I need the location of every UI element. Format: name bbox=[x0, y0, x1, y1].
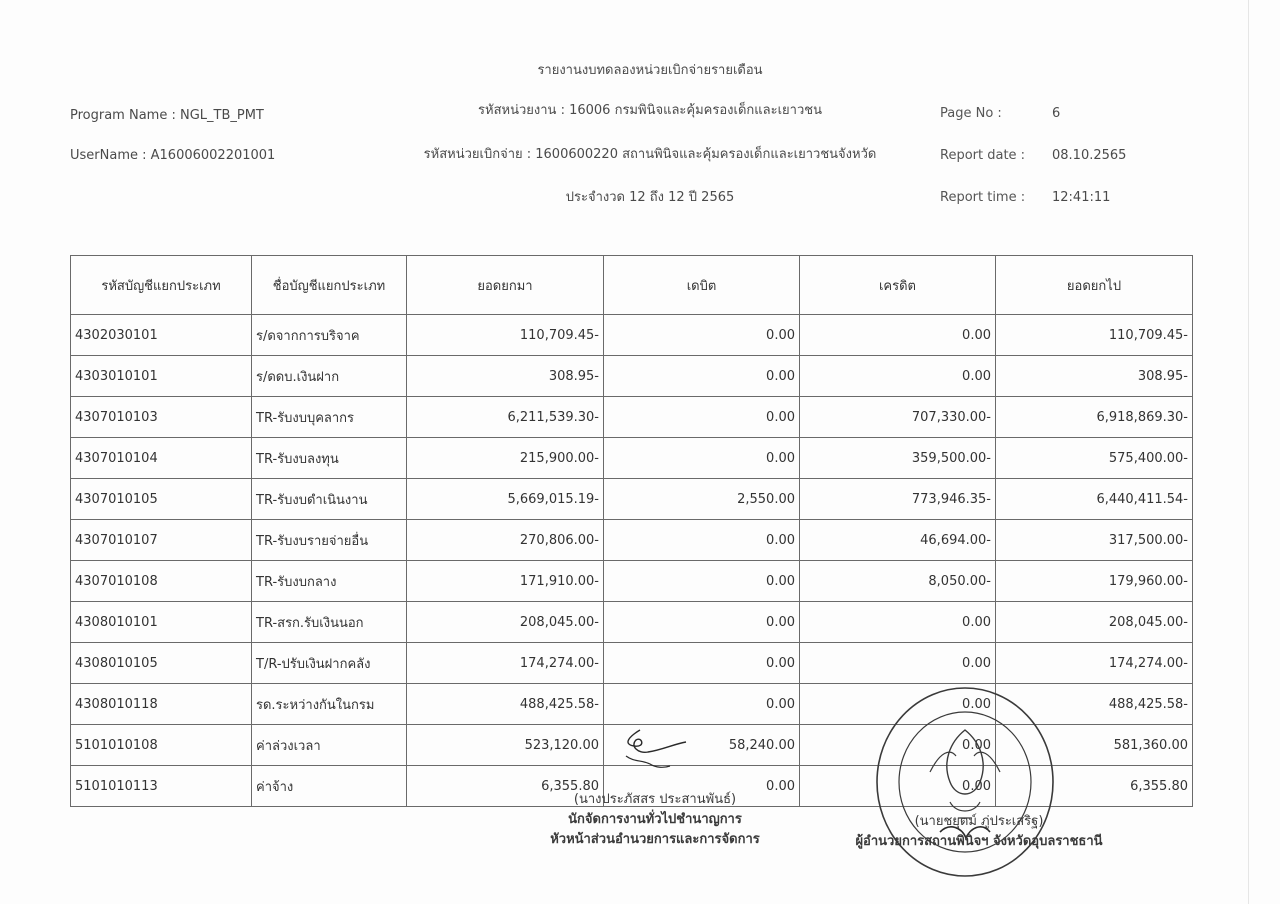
cell-carried-forward: 208,045.00- bbox=[996, 602, 1193, 643]
cell-brought-forward: 208,045.00- bbox=[407, 602, 604, 643]
cell-account-code: 4303010101 bbox=[71, 356, 252, 397]
cell-carried-forward: 6,918,869.30- bbox=[996, 397, 1193, 438]
cell-debit: 58,240.00 bbox=[604, 725, 800, 766]
cell-credit: 0.00 bbox=[800, 725, 996, 766]
agency-line: รหัสหน่วยงาน : 16006 กรมพินิจและคุ้มครองเด็กและเยาวชน bbox=[478, 103, 822, 118]
header-carried-forward: ยอดยกไป bbox=[996, 256, 1193, 315]
table-header-row bbox=[71, 256, 1193, 315]
cell-account-name: รด.ระหว่างกันในกรม bbox=[252, 684, 407, 725]
cell-carried-forward: 6,355.80 bbox=[996, 766, 1193, 807]
cell-debit: 0.00 bbox=[604, 684, 800, 725]
cell-credit: 359,500.00- bbox=[800, 438, 996, 479]
signature-scribble bbox=[612, 722, 702, 778]
cell-credit: 0.00 bbox=[800, 643, 996, 684]
cell-account-code: 4307010103 bbox=[71, 397, 252, 438]
cell-credit: 0.00 bbox=[800, 602, 996, 643]
cell-brought-forward: 6,355.80 bbox=[407, 766, 604, 807]
table-row bbox=[71, 479, 1193, 520]
cell-account-name: ค่าล่วงเวลา bbox=[252, 725, 407, 766]
cell-brought-forward: 6,211,539.30- bbox=[407, 397, 604, 438]
right-signatory-title: ผู้อำนวยการสถานพินิจฯ จังหวัดอุบลราชธานี bbox=[855, 834, 1103, 849]
user-name: UserName : A16006002201001 bbox=[70, 148, 276, 163]
cell-account-code: 4308010105 bbox=[71, 643, 252, 684]
cell-account-name: ร/ดดบ.เงินฝาก bbox=[252, 356, 407, 397]
right-signatory-name: (นายชยุตม์ ภู่ประเสริฐ) bbox=[914, 814, 1044, 829]
cell-brought-forward: 174,274.00- bbox=[407, 643, 604, 684]
report-date-label: Report date : bbox=[940, 148, 1026, 163]
page-no-label: Page No : bbox=[940, 106, 1002, 121]
cell-brought-forward: 270,806.00- bbox=[407, 520, 604, 561]
table-row bbox=[71, 602, 1193, 643]
cell-debit: 0.00 bbox=[604, 561, 800, 602]
cell-credit: 0.00 bbox=[800, 356, 996, 397]
cell-carried-forward: 308.95- bbox=[996, 356, 1193, 397]
cell-debit: 0.00 bbox=[604, 315, 800, 356]
cell-account-name: TR-รับงบบุคลากร bbox=[252, 397, 407, 438]
cell-account-code: 4307010104 bbox=[71, 438, 252, 479]
header-account-code: รหัสบัญชีแยกประเภท bbox=[71, 256, 252, 315]
period-line: ประจำงวด 12 ถึง 12 ปี 2565 bbox=[565, 190, 735, 205]
cell-account-code: 4307010107 bbox=[71, 520, 252, 561]
cell-debit: 0.00 bbox=[604, 602, 800, 643]
page-no-value: 6 bbox=[1052, 106, 1061, 121]
table-row bbox=[71, 561, 1193, 602]
cell-debit: 0.00 bbox=[604, 766, 800, 807]
cell-debit: 0.00 bbox=[604, 520, 800, 561]
cell-credit: 0.00 bbox=[800, 315, 996, 356]
table-row bbox=[71, 356, 1193, 397]
program-name: Program Name : NGL_TB_PMT bbox=[70, 108, 264, 123]
table-row bbox=[71, 397, 1193, 438]
header-account-name: ชื่อบัญชีแยกประเภท bbox=[252, 256, 407, 315]
disbursing-unit-line: รหัสหน่วยเบิกจ่าย : 1600600220 สถานพินิจและคุ้มครองเด็กและเยาวชนจังหวัด bbox=[423, 147, 877, 162]
cell-account-name: TR-รับงบลงทุน bbox=[252, 438, 407, 479]
cell-account-code: 4307010105 bbox=[71, 479, 252, 520]
table-row bbox=[71, 438, 1193, 479]
cell-account-code: 4302030101 bbox=[71, 315, 252, 356]
cell-credit: 8,050.00- bbox=[800, 561, 996, 602]
official-seal bbox=[870, 682, 1060, 882]
left-signatory-title: หัวหน้าส่วนอำนวยการและการจัดการ bbox=[550, 832, 760, 847]
cell-carried-forward: 179,960.00- bbox=[996, 561, 1193, 602]
cell-account-code: 4307010108 bbox=[71, 561, 252, 602]
cell-brought-forward: 523,120.00 bbox=[407, 725, 604, 766]
left-signatory-position: นักจัดการงานทั่วไปชำนาญการ bbox=[568, 812, 742, 827]
cell-account-name: TR-รับงบรายจ่ายอื่น bbox=[252, 520, 407, 561]
cell-account-code: 5101010113 bbox=[71, 766, 252, 807]
cell-brought-forward: 488,425.58- bbox=[407, 684, 604, 725]
cell-carried-forward: 174,274.00- bbox=[996, 643, 1193, 684]
table-row bbox=[71, 643, 1193, 684]
report-title: รายงานงบทดลองหน่วยเบิกจ่ายรายเดือน bbox=[537, 63, 763, 78]
cell-account-name: TR-รับงบกลาง bbox=[252, 561, 407, 602]
header-brought-forward: ยอดยกมา bbox=[407, 256, 604, 315]
cell-brought-forward: 215,900.00- bbox=[407, 438, 604, 479]
cell-account-name: T/R-ปรับเงินฝากคลัง bbox=[252, 643, 407, 684]
page-edge-line bbox=[1248, 0, 1249, 904]
right-signature-block bbox=[818, 812, 1140, 852]
cell-brought-forward: 171,910.00- bbox=[407, 561, 604, 602]
header-credit: เครดิต bbox=[800, 256, 996, 315]
cell-account-code: 4308010118 bbox=[71, 684, 252, 725]
cell-account-code: 5101010108 bbox=[71, 725, 252, 766]
left-signature-block bbox=[520, 790, 790, 850]
cell-brought-forward: 308.95- bbox=[407, 356, 604, 397]
cell-credit: 773,946.35- bbox=[800, 479, 996, 520]
cell-account-code: 4308010101 bbox=[71, 602, 252, 643]
cell-account-name: ร/ดจากการบริจาค bbox=[252, 315, 407, 356]
cell-credit: 707,330.00- bbox=[800, 397, 996, 438]
cell-debit: 0.00 bbox=[604, 356, 800, 397]
cell-debit: 2,550.00 bbox=[604, 479, 800, 520]
left-signatory-name: (นางประภัสสร ประสานพันธ์) bbox=[573, 792, 737, 807]
cell-carried-forward: 110,709.45- bbox=[996, 315, 1193, 356]
cell-brought-forward: 110,709.45- bbox=[407, 315, 604, 356]
report-date-value: 08.10.2565 bbox=[1052, 148, 1127, 163]
cell-carried-forward: 317,500.00- bbox=[996, 520, 1193, 561]
header-debit: เดบิต bbox=[604, 256, 800, 315]
cell-brought-forward: 5,669,015.19- bbox=[407, 479, 604, 520]
cell-account-name: ค่าจ้าง bbox=[252, 766, 407, 807]
cell-credit: 46,694.00- bbox=[800, 520, 996, 561]
report-time-label: Report time : bbox=[940, 190, 1026, 205]
cell-carried-forward: 575,400.00- bbox=[996, 438, 1193, 479]
cell-carried-forward: 6,440,411.54- bbox=[996, 479, 1193, 520]
cell-carried-forward: 488,425.58- bbox=[996, 684, 1193, 725]
cell-account-name: TR-รับงบดำเนินงาน bbox=[252, 479, 407, 520]
report-time-value: 12:41:11 bbox=[1052, 190, 1111, 205]
cell-credit: 0.00 bbox=[800, 684, 996, 725]
cell-debit: 0.00 bbox=[604, 438, 800, 479]
cell-debit: 0.00 bbox=[604, 643, 800, 684]
cell-account-name: TR-สรก.รับเงินนอก bbox=[252, 602, 407, 643]
table-row bbox=[71, 520, 1193, 561]
cell-carried-forward: 581,360.00 bbox=[996, 725, 1193, 766]
cell-debit: 0.00 bbox=[604, 397, 800, 438]
table-row bbox=[71, 315, 1193, 356]
cell-credit: 0.00 bbox=[800, 766, 996, 807]
